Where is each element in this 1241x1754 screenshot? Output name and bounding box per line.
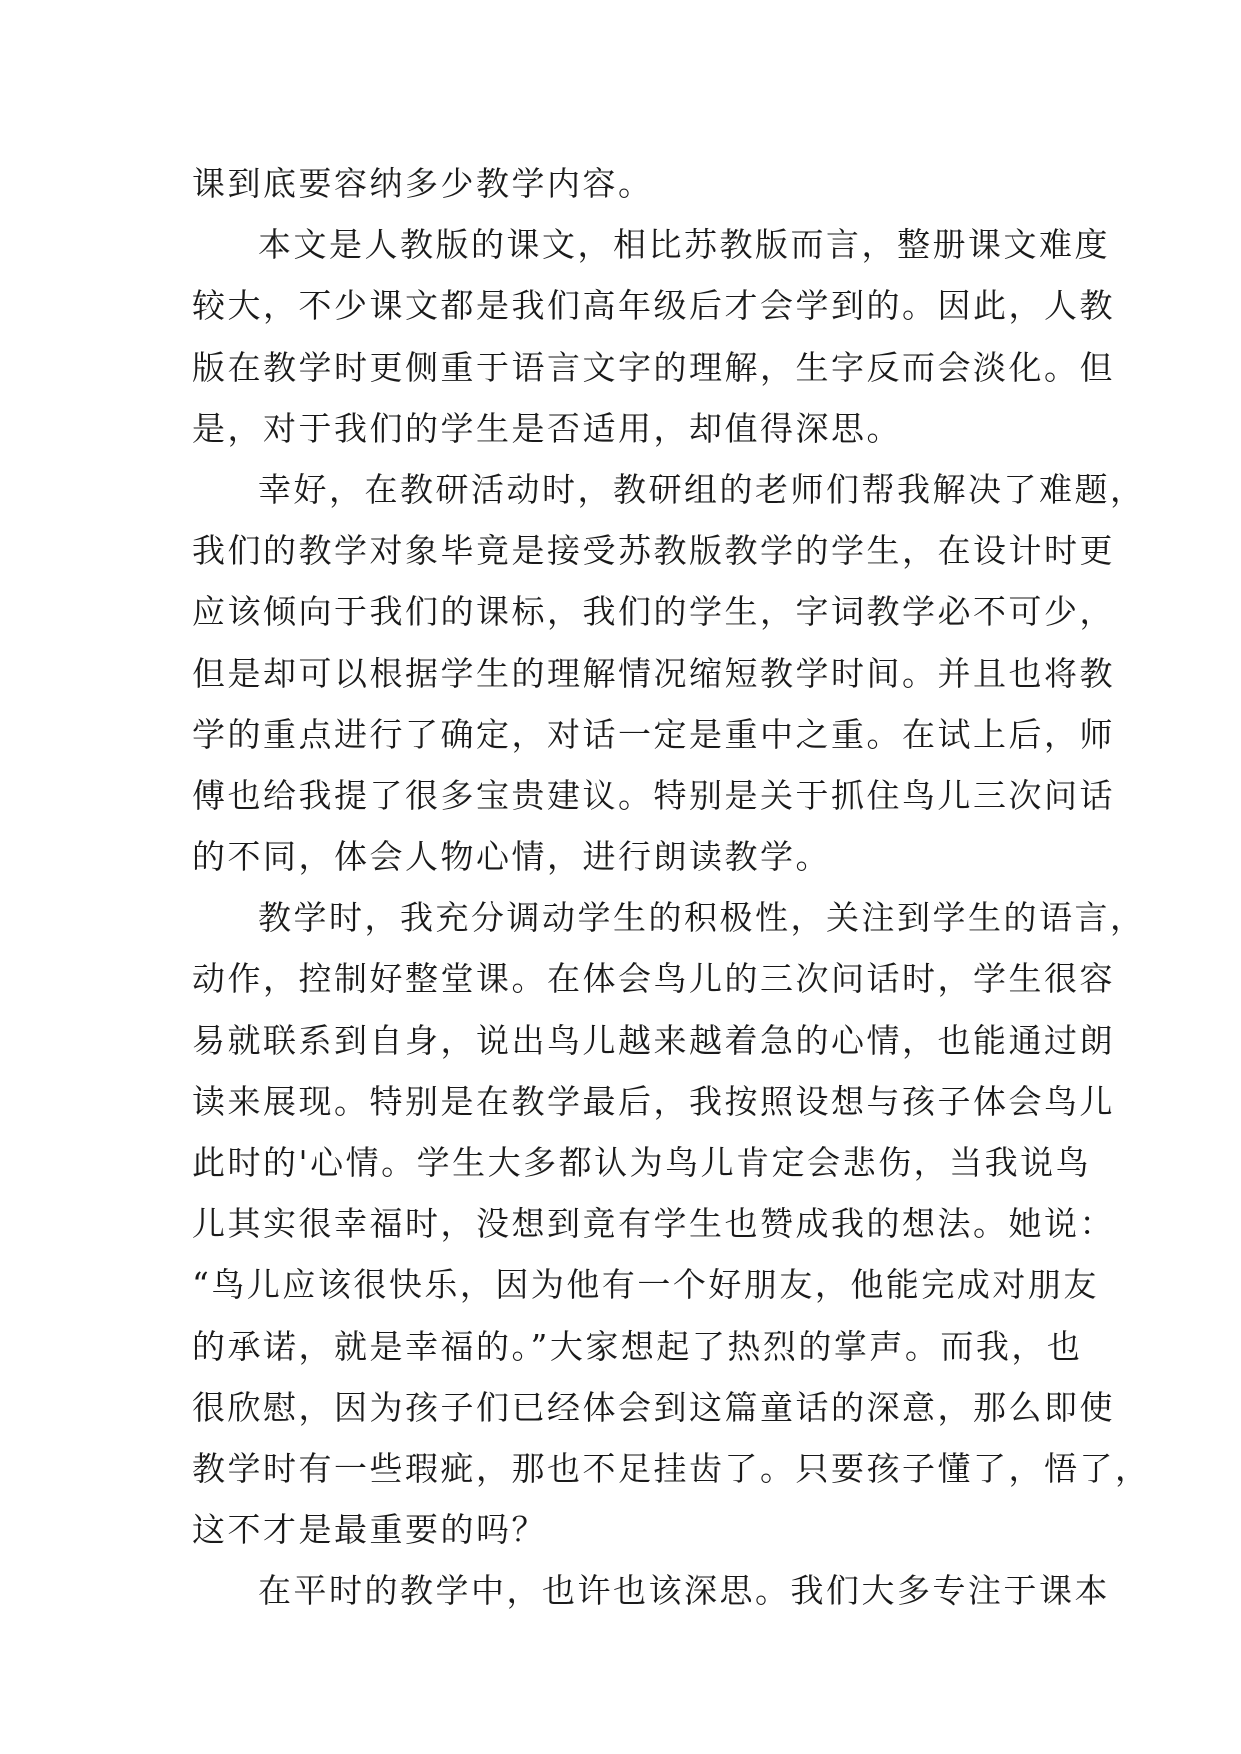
text-line: 这不才是最重要的吗？	[192, 1510, 547, 1550]
text-line: 我们的教学对象毕竟是接受苏教版教学的学生，在设计时更	[192, 531, 1115, 571]
text-line: 课到底要容纳多少教学内容。	[192, 164, 654, 203]
text-line: 学的重点进行了确定，对话一定是重中之重。在试上后，师	[192, 714, 1115, 754]
paragraph-start-line: 教学时，我充分调动学生的积极性，关注到学生的语言，	[258, 898, 1146, 938]
text-line: 的不同，体会人物心情，进行朗读教学。	[192, 837, 831, 877]
paragraph-start-line: 本文是人教版的课文，相比苏教版而言，整册课文难度	[258, 225, 1110, 265]
text-line: 动作，控制好整堂课。在体会鸟儿的三次问话时，学生很容	[192, 959, 1115, 999]
text-line: 读来展现。特别是在教学最后，我按照设想与孩子体会鸟儿	[192, 1081, 1115, 1121]
text-line: 很欣慰，因为孩子们已经体会到这篇童话的深意，那么即使	[192, 1387, 1115, 1427]
text-line: 此时的'心情。学生大多都认为鸟儿肯定会悲伤，当我说鸟	[192, 1143, 1092, 1182]
text-line: 儿其实很幸福时，没想到竟有学生也赞成我的想法。她说：	[192, 1204, 1115, 1244]
text-line: 应该倾向于我们的课标，我们的学生，字词教学必不可少，	[192, 592, 1115, 632]
text-line: 傅也给我提了很多宝贵建议。特别是关于抓住鸟儿三次问话	[192, 775, 1115, 815]
text-line: 较大，不少课文都是我们高年级后才会学到的。因此，人教	[192, 286, 1115, 326]
text-line: 的承诺，就是幸福的。”大家想起了热烈的掌声。而我，也	[192, 1326, 1083, 1366]
text-line: “鸟儿应该很快乐，因为他有一个好朋友，他能完成对朋友	[192, 1265, 1099, 1305]
text-line: 易就联系到自身，说出鸟儿越来越着急的心情，也能通过朗	[192, 1020, 1115, 1060]
text-line: 版在教学时更侧重于语言文字的理解，生字反而会淡化。但	[192, 347, 1115, 387]
text-line: 但是却可以根据学生的理解情况缩短教学时间。并且也将教	[192, 653, 1115, 693]
text-line: 教学时有一些瑕疵，那也不足挂齿了。只要孩子懂了，悟了，	[192, 1448, 1151, 1488]
text-line: 是，对于我们的学生是否适用，却值得深思。	[192, 408, 902, 448]
paragraph-start-line: 幸好，在教研活动时，教研组的老师们帮我解决了难题，	[258, 469, 1146, 509]
document-body	[192, 153, 1151, 1622]
paragraph-start-line: 在平时的教学中，也许也该深思。我们大多专注于课本	[258, 1571, 1110, 1611]
